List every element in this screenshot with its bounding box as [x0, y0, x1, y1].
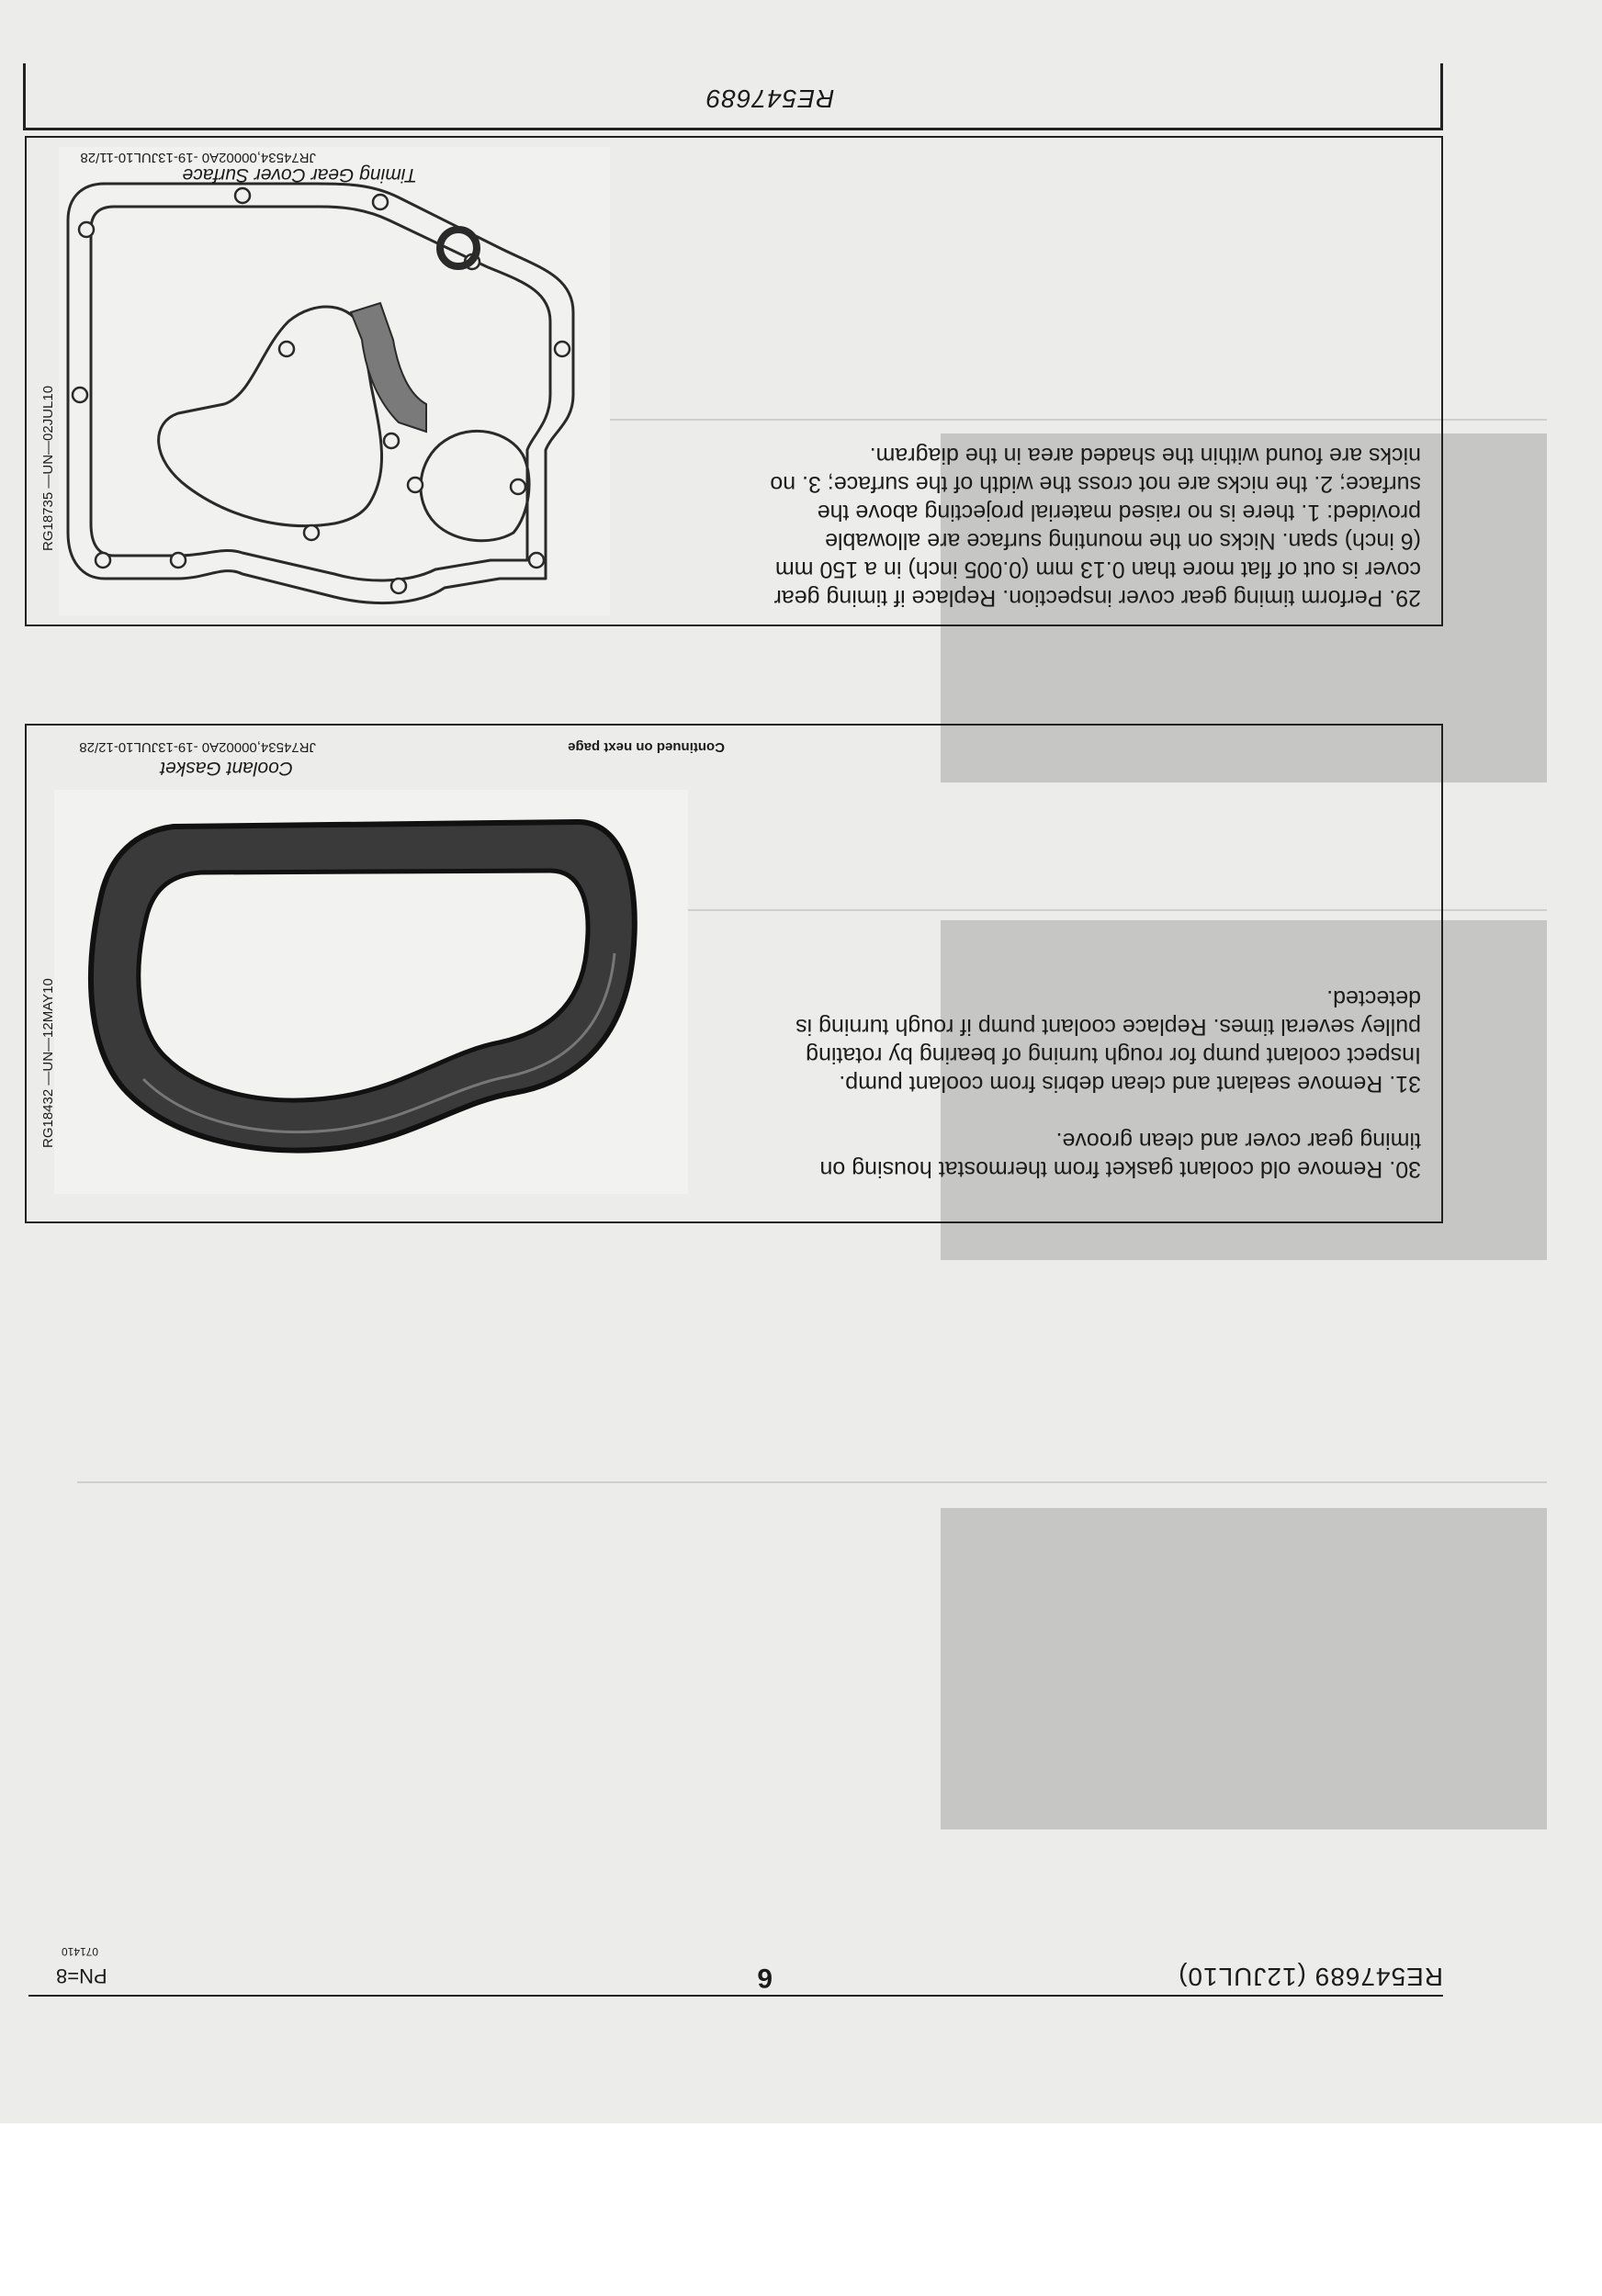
- reference-code-30: JR74534,00002A0 -19-13JUL10-12/28: [79, 739, 316, 755]
- doc-header: [23, 63, 1443, 130]
- ghost-rule: [77, 1481, 1547, 1483]
- step-31-text: 31. Remove sealant and clean debris from coolant pump. Inspect coolant pump for rough turning of bearing by rotating pulley several times. Replace coolant pump if rough turning is detected.: [795, 985, 1421, 1097]
- step-30-text: 30. Remove old coolant gasket from thermostat housing on timing gear cover and clean groove.: [819, 1128, 1421, 1182]
- figure-caption-30: Coolant Gasket: [160, 758, 293, 779]
- ghost-photo: [941, 1508, 1547, 1829]
- step-panel-coolant-gasket: [25, 724, 1443, 1223]
- footer-pn: PN=8: [56, 1964, 107, 1987]
- coolant-gasket-photo: [54, 790, 688, 1194]
- continued-note: Continued on next page: [568, 739, 725, 755]
- footer-part-number: RE547689 (12JUL10): [1178, 1963, 1443, 1991]
- page-footer: [28, 1930, 1443, 1997]
- ghost-text: [114, 377, 757, 406]
- step-29-text: 29. Perform timing gear cover inspection. Replace if timing gear cover is out of flat more than 0.13 mm (0.005 inch) in a 150 mm (6 inch) span. Nicks on the mounting surface are allowable provided: 1. there is no raised material projecting above the surface; 2. the nicks are not cross the width of the surface; 3. no nicks are found within the shaded area in the diagram.: [770, 443, 1421, 611]
- footer-date-code: 071410: [62, 1945, 99, 1958]
- doc-title: RE547689: [705, 84, 835, 113]
- figure-code-30: RG18432 —UN—12MAY10: [40, 978, 56, 1148]
- reference-code-29: JR74534,00002A0 -19-13JUL10-11/28: [80, 150, 316, 165]
- figure-code-29: RG18735 —UN—02JUL10: [40, 385, 56, 551]
- footer-page-number: 6: [757, 1963, 773, 1993]
- figure-caption-29: Timing Gear Cover Surface: [182, 164, 417, 186]
